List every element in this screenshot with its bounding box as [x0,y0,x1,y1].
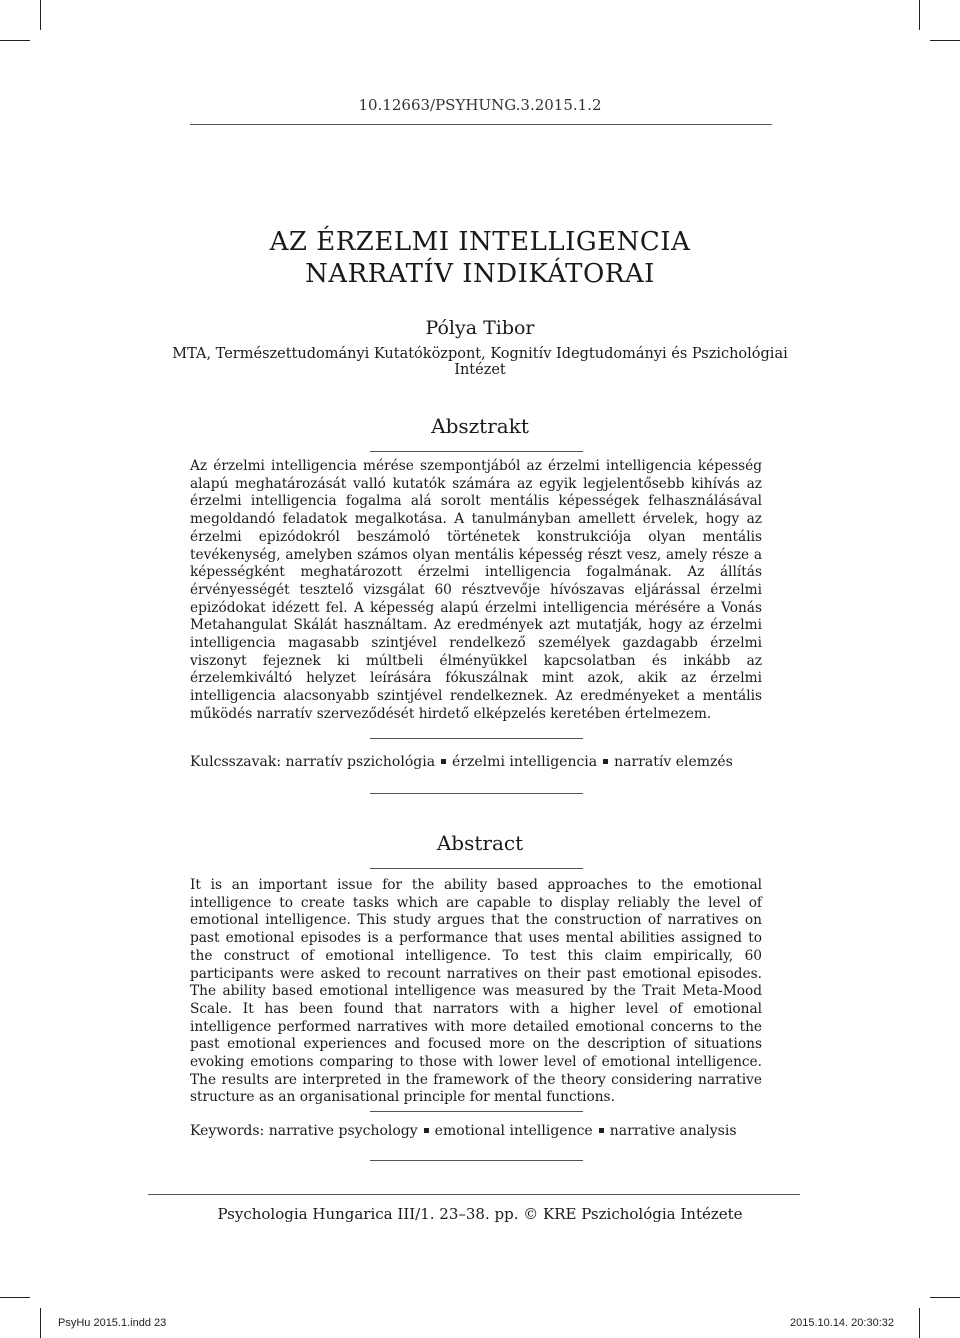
section-rule [370,738,583,739]
keyword: narratív pszichológia [285,754,436,770]
crop-mark [40,1308,41,1338]
crop-mark [0,40,30,41]
abstract-en-text: It is an important issue for the ability based approaches to the emotional intelligence to create tasks which are capable to display reliably the level of emotional intelligence. This study argues that the construction of narratives on past emotional episodes is a performance that uses mental abilities assigned to the construct of emotional intelligence. To test this claim empirically, 60 participants were asked to recount narratives on their past emotional episodes. The ability based emotional intelligence was measured by the Trait Meta-Mood Scale. It has been found that narrators with a higher level of emotional intelligence performed narratives with more detailed emotional concerns to the past emotional experiences and focused more on the description of situations evoking emotions comparing to those with lower level of emotional intelligence. The results are interpreted in the framework of the theory considering narrative structure as an organisational principle for mental functions. [190,877,762,1106]
crop-mark [919,1308,920,1338]
crop-mark [930,1297,960,1298]
section-rule [370,1160,583,1161]
slug-date: 2015.10.14. 20:30:32 [790,1317,894,1329]
bullet-square-icon [424,1128,429,1133]
journal-citation: Psychologia Hungarica III/1. 23–38. pp. © KRE Pszichológia Intézete [217,1205,743,1223]
keywords-hu [190,754,790,770]
section-rule [370,868,583,869]
bullet-square-icon [603,759,608,764]
crop-mark [40,0,41,30]
author-affiliation: MTA, Természettudományi Kutatóközpont, Kognitív Idegtudományi és Pszichológiai Intézet [172,346,788,378]
header-rule [190,124,772,125]
crop-mark [919,0,920,30]
keyword: narratív elemzés [614,754,733,770]
bullet-square-icon [599,1128,604,1133]
abstract-hu-heading: Absztrakt [431,414,529,438]
footer-rule [148,1194,800,1195]
abstract-hu-text: Az érzelmi intelligencia mérése szempontjából az érzelmi intelligencia képesség alapú meghatározását valló kutatók számára az egyik legjelentősebb kihívás az érzelmi intelligencia fogalma alá sorolt mentális képességek felhasználásával megoldandó feladatok megalkotása. A tanulmányban amellett érvelek, hogy az érzelmi epizódokról beszámoló történetek konstrukciója olyan mentális tevékenység, amelyben számos olyan mentális képesség részt vesz, amely része a képességként meghatározott érzelmi intelligencia fogalmának. Az állítás érvényességét tesztelő vizsgálat 60 résztvevője hívószavas eljárással érzelmi epizódokat idézett fel. A képesség alapú érzelmi intelligencia mérésére a Vonás Metahangulat Skálát használtam. Az eredmények azt mutatják, hogy az érzelmi intelligencia magasabb szintjével rendelkező személyek gazdagabb érzelmi viszonyt fejeznek ki múltbeli élményükkel kapcsolatban és inkább az érzelemkiváltó helyzet leírására fókuszálnak mint azok, akik az érzelmi intelligencia alacsonyabb szintjével rendelkeznek. Az eredményeket a mentális működés narratív szerveződését hirdető elképzelés keretében értelmezem. [190,458,762,722]
abstract-en-heading: Abstract [436,831,524,855]
keywords-hu-label: Kulcsszavak: [190,754,282,770]
keyword: narrative analysis [609,1123,737,1139]
keyword: érzelmi intelligencia [452,754,598,770]
keywords-en-label: Keywords: [190,1123,265,1139]
article-title-line1: AZ ÉRZELMI INTELLIGENCIA [269,227,691,257]
article-title-line2: NARRATÍV INDIKÁTORAI [305,259,655,289]
section-rule [370,793,583,794]
keywords-en [190,1123,790,1139]
keyword: narrative psychology [268,1123,418,1139]
doi: 10.12663/PSYHUNG.3.2015.1.2 [358,96,602,114]
crop-mark [930,40,960,41]
author-name: Pólya Tibor [425,317,535,339]
crop-mark [0,1297,30,1298]
bullet-square-icon [441,759,446,764]
keyword: emotional intelligence [434,1123,593,1139]
slug-file: PsyHu 2015.1.indd 23 [58,1317,167,1329]
section-rule [370,451,583,452]
section-rule [370,1111,583,1112]
